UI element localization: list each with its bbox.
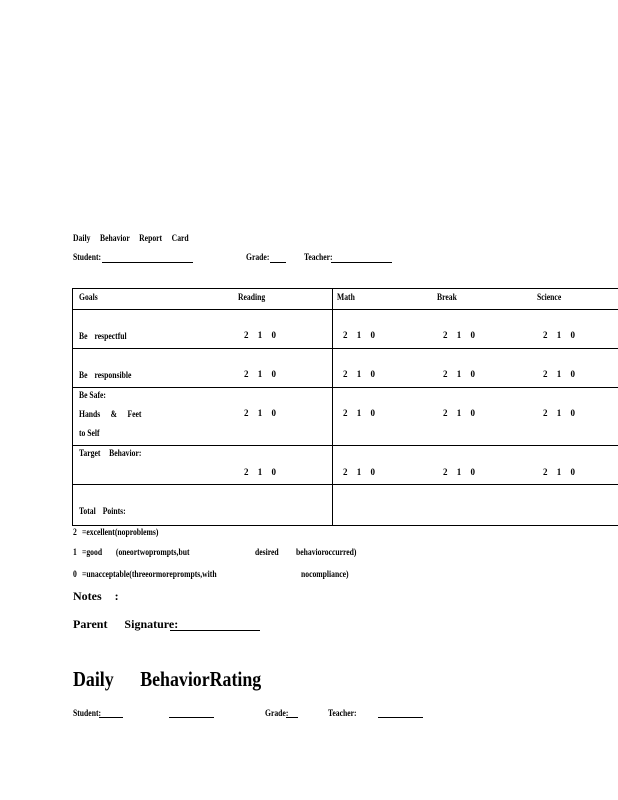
header-science: Science	[537, 292, 562, 302]
column-divider	[332, 289, 333, 525]
parent-signature-label: Parent Signature:	[73, 617, 179, 631]
notes-label: Notes :	[73, 589, 119, 603]
goal-to-self: to Self	[79, 428, 100, 438]
total-points-label: Total Points:	[79, 506, 126, 516]
teacher-field[interactable]	[331, 262, 392, 263]
teacher-label: Teacher:	[304, 252, 333, 262]
report-card-title: Daily Behavior Report Card	[73, 233, 189, 243]
rating-teacher-field[interactable]	[378, 717, 423, 718]
score-math[interactable]: 2 1 0	[343, 369, 375, 379]
score-math[interactable]: 2 1 0	[343, 408, 375, 418]
score-break[interactable]: 2 1 0	[443, 369, 475, 379]
score-math[interactable]: 2 1 0	[343, 330, 375, 340]
goal-be-safe: Be Safe:	[79, 390, 106, 400]
student-field[interactable]	[102, 262, 193, 263]
grade-field[interactable]	[270, 262, 286, 263]
row-divider	[73, 309, 618, 310]
rating-student-field[interactable]	[99, 717, 123, 718]
rating-grade-field[interactable]	[286, 717, 298, 718]
score-break[interactable]: 2 1 0	[443, 408, 475, 418]
legend-one-desired: desired	[255, 547, 279, 557]
score-reading[interactable]: 2 1 0	[244, 467, 276, 477]
score-break[interactable]: 2 1 0	[443, 467, 475, 477]
legend-one-text: =good (oneortwoprompts,but	[82, 547, 190, 557]
legend-zero-text: =unacceptable(threeormoreprompts,with	[82, 569, 217, 579]
score-reading[interactable]: 2 1 0	[244, 369, 276, 379]
legend-one-occurred: behavioroccurred)	[296, 547, 357, 557]
goal-hands-feet: Hands & Feet	[79, 409, 142, 419]
grade-label: Grade:	[246, 252, 270, 262]
goal-be-respectful: Be respectful	[79, 331, 127, 341]
row-divider	[73, 387, 618, 388]
goal-target-behavior: Target Behavior:	[79, 448, 142, 458]
rating-title: Daily BehaviorRating	[73, 667, 262, 691]
legend-one-number: 1	[73, 547, 77, 557]
header-goals: Goals	[79, 292, 98, 302]
legend-two-text: =excellent(noproblems)	[82, 527, 159, 537]
rating-teacher-label: Teacher:	[328, 708, 357, 718]
goal-be-responsible: Be responsible	[79, 370, 132, 380]
rating-student-field-extra[interactable]	[169, 717, 214, 718]
header-reading: Reading	[238, 292, 266, 302]
rating-student-label: Student:	[73, 708, 102, 718]
row-divider	[73, 445, 618, 446]
row-divider	[73, 484, 618, 485]
score-science[interactable]: 2 1 0	[543, 330, 575, 340]
legend-zero-number: 0	[73, 569, 77, 579]
header-math: Math	[337, 292, 355, 302]
score-science[interactable]: 2 1 0	[543, 369, 575, 379]
student-label: Student:	[73, 252, 102, 262]
rating-grade-label: Grade:	[265, 708, 289, 718]
header-break: Break	[437, 292, 457, 302]
score-math[interactable]: 2 1 0	[343, 467, 375, 477]
score-reading[interactable]: 2 1 0	[244, 330, 276, 340]
score-reading[interactable]: 2 1 0	[244, 408, 276, 418]
score-science[interactable]: 2 1 0	[543, 408, 575, 418]
legend-zero-compliance: nocompliance)	[301, 569, 349, 579]
parent-signature-field[interactable]	[170, 630, 260, 631]
score-science[interactable]: 2 1 0	[543, 467, 575, 477]
row-divider	[73, 348, 618, 349]
legend-two-number: 2	[73, 527, 77, 537]
score-break[interactable]: 2 1 0	[443, 330, 475, 340]
behavior-table	[72, 288, 618, 526]
